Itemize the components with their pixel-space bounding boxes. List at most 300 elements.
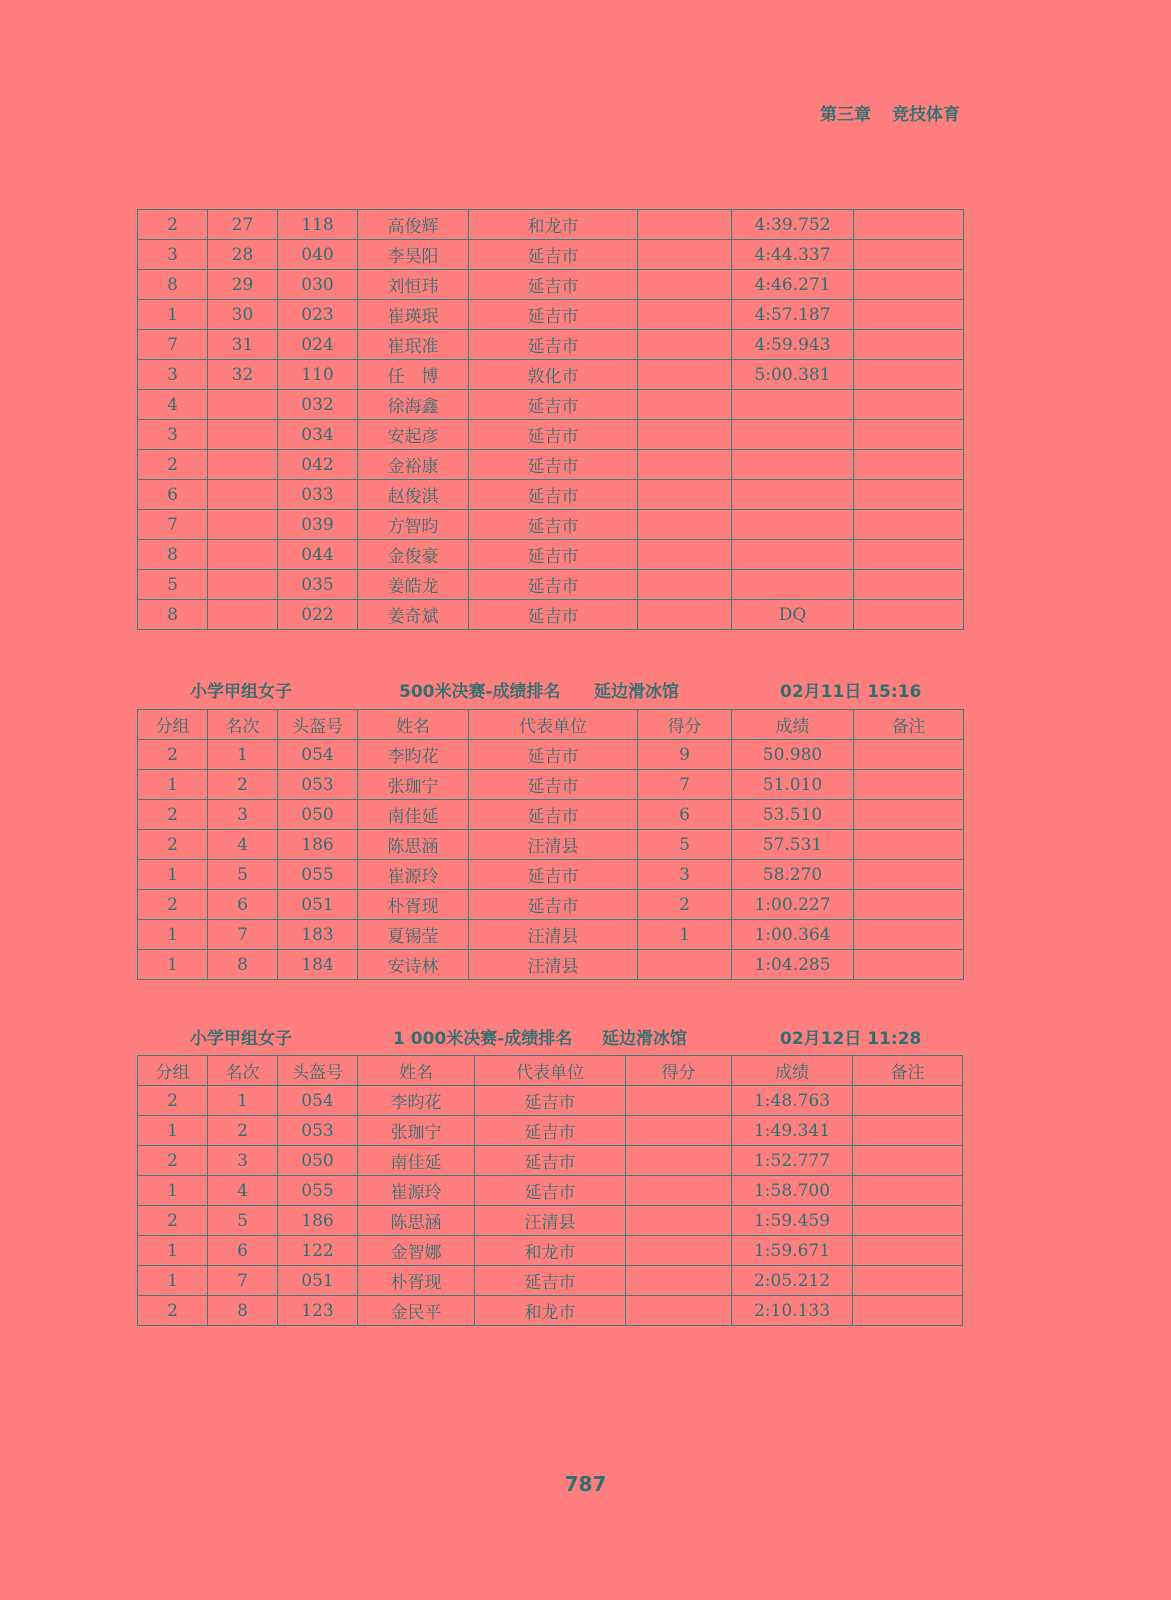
cell-name: 南佳延 [358,1146,475,1176]
cell-group: 1 [138,950,208,980]
cell-remarks [854,740,964,770]
table-row [138,330,964,360]
cell-rank: 7 [208,1266,278,1296]
cell-unit: 延吉市 [469,390,638,420]
cell-score [638,950,732,980]
cell-name: 朴胥现 [358,890,469,920]
cell-time: 1:00.227 [732,890,854,920]
table-row [138,800,964,830]
cell-name: 安诗林 [358,950,469,980]
cell-helmet-number: 118 [278,210,358,240]
table-row [138,770,964,800]
cell-score [626,1206,732,1236]
cell-score [638,480,732,510]
cell-helmet-number: 050 [278,1146,358,1176]
cell-unit: 延吉市 [469,740,638,770]
cell-score: 5 [638,830,732,860]
table-row [138,860,964,890]
cell-score [638,510,732,540]
cell-name: 刘恒玮 [358,270,469,300]
header-row [138,710,964,740]
cell-score: 1 [638,920,732,950]
col-header: 代表单位 [475,1056,626,1086]
cell-score [638,330,732,360]
cell-rank [208,480,278,510]
cell-rank: 1 [208,740,278,770]
cell-rank: 3 [208,800,278,830]
cell-unit: 延吉市 [469,770,638,800]
table-row [138,210,964,240]
cell-score [638,240,732,270]
cell-rank [208,600,278,630]
cell-group: 6 [138,480,208,510]
cell-rank: 8 [208,950,278,980]
cell-time [732,480,854,510]
table-row [138,1086,963,1116]
cell-name: 崔源玲 [358,1176,475,1206]
cell-name: 朴胥现 [358,1266,475,1296]
cell-time: 4:46.271 [732,270,854,300]
cell-group: 2 [138,890,208,920]
table-row [138,540,964,570]
cell-time [732,450,854,480]
cell-unit: 汪清县 [475,1206,626,1236]
table-row [138,1176,963,1206]
cell-remarks [854,600,964,630]
cell-helmet-number: 184 [278,950,358,980]
cell-unit: 和龙市 [475,1296,626,1326]
cell-rank: 31 [208,330,278,360]
cell-unit: 延吉市 [469,240,638,270]
cell-rank [208,420,278,450]
table-row [138,300,964,330]
cell-rank [208,570,278,600]
cell-helmet-number: 055 [278,1176,358,1206]
cell-helmet-number: 023 [278,300,358,330]
cell-rank: 6 [208,1236,278,1266]
cell-remarks [854,770,964,800]
cell-remarks [854,330,964,360]
cell-rank: 4 [208,830,278,860]
cell-score [626,1116,732,1146]
cell-time: 1:00.364 [732,920,854,950]
cell-score [638,390,732,420]
cell-group: 1 [138,1236,208,1266]
col-header: 分组 [138,710,208,740]
cell-helmet-number: 123 [278,1296,358,1326]
col-header: 得分 [638,710,732,740]
cell-helmet-number: 110 [278,360,358,390]
cell-time: 53.510 [732,800,854,830]
cell-remarks [854,540,964,570]
cell-remarks [854,240,964,270]
cell-unit: 汪清县 [469,830,638,860]
cell-remarks [854,420,964,450]
caption-group: 小学甲组女子 [190,682,292,702]
cell-remarks [854,450,964,480]
cell-remarks [854,300,964,330]
cell-time [732,420,854,450]
caption-datetime: 02月12日 11:28 [780,1029,922,1049]
cell-helmet-number: 055 [278,860,358,890]
cell-group: 1 [138,920,208,950]
cell-name: 任 博 [358,360,469,390]
cell-helmet-number: 053 [278,1116,358,1146]
cell-unit: 延吉市 [475,1146,626,1176]
cell-group: 8 [138,540,208,570]
cell-time: 1:04.285 [732,950,854,980]
cell-name: 崔瑛珉 [358,300,469,330]
cell-score [626,1086,732,1116]
cell-group: 1 [138,770,208,800]
cell-helmet-number: 033 [278,480,358,510]
cell-name: 安起彦 [358,420,469,450]
cell-rank [208,450,278,480]
table-row [138,270,964,300]
cell-name: 姜奇斌 [358,600,469,630]
cell-time: 51.010 [732,770,854,800]
cell-unit: 和龙市 [469,210,638,240]
cell-group: 7 [138,330,208,360]
cell-group: 2 [138,740,208,770]
table-row [138,450,964,480]
cell-name: 金俊豪 [358,540,469,570]
cell-group: 3 [138,240,208,270]
col-header: 成绩 [732,710,854,740]
cell-group: 3 [138,420,208,450]
cell-group: 8 [138,600,208,630]
cell-time [732,390,854,420]
cell-rank [208,540,278,570]
cell-rank: 2 [208,770,278,800]
cell-time: 2:10.133 [732,1296,853,1326]
cell-unit: 汪清县 [469,950,638,980]
cell-helmet-number: 035 [278,570,358,600]
table-500m-caption [137,677,963,701]
cell-name: 李昀花 [358,1086,475,1116]
cell-remarks [853,1116,963,1146]
cell-helmet-number: 022 [278,600,358,630]
cell-score [638,300,732,330]
cell-score [626,1176,732,1206]
cell-group: 2 [138,1206,208,1236]
cell-unit: 延吉市 [469,890,638,920]
table-row [138,1296,963,1326]
cell-helmet-number: 034 [278,420,358,450]
cell-name: 南佳延 [358,800,469,830]
cell-helmet-number: 051 [278,1266,358,1296]
caption-venue: 延边滑冰馆 [602,1029,687,1049]
cell-name: 崔源玲 [358,860,469,890]
cell-time: 1:58.700 [732,1176,853,1206]
table-row [138,950,964,980]
table-row [138,1236,963,1266]
cell-helmet-number: 050 [278,800,358,830]
cell-unit: 延吉市 [469,300,638,330]
table-row [138,740,964,770]
table-row [138,240,964,270]
caption-group: 小学甲组女子 [190,1029,292,1049]
cell-remarks [854,570,964,600]
cell-unit: 延吉市 [469,330,638,360]
cell-score: 9 [638,740,732,770]
cell-unit: 延吉市 [475,1176,626,1206]
col-header: 姓名 [358,710,469,740]
cell-unit: 延吉市 [475,1116,626,1146]
cell-name: 崔珉准 [358,330,469,360]
cell-time: 4:57.187 [732,300,854,330]
cell-rank: 8 [208,1296,278,1326]
cell-unit: 汪清县 [469,920,638,950]
cell-unit: 延吉市 [469,480,638,510]
cell-unit: 延吉市 [469,860,638,890]
cell-remarks [853,1206,963,1236]
cell-group: 8 [138,270,208,300]
cell-score [638,210,732,240]
running-header [820,100,960,125]
cell-score [626,1146,732,1176]
cell-score: 7 [638,770,732,800]
cell-rank: 6 [208,890,278,920]
results-table-500m [137,709,964,980]
cell-remarks [854,360,964,390]
cell-group: 1 [138,1266,208,1296]
table-row [138,480,964,510]
cell-rank: 2 [208,1116,278,1146]
cell-unit: 延吉市 [469,270,638,300]
cell-unit: 延吉市 [469,420,638,450]
cell-time: 50.980 [732,740,854,770]
cell-unit: 延吉市 [469,570,638,600]
table-row [138,1116,963,1146]
cell-rank: 1 [208,1086,278,1116]
cell-group: 3 [138,360,208,390]
cell-score [638,540,732,570]
cell-group: 2 [138,1296,208,1326]
cell-remarks [853,1296,963,1326]
table-row [138,830,964,860]
chapter-label: 第三章 [820,105,871,125]
cell-score [638,450,732,480]
cell-score: 3 [638,860,732,890]
cell-rank: 5 [208,860,278,890]
cell-score [626,1266,732,1296]
cell-time [732,510,854,540]
cell-remarks [853,1266,963,1296]
col-header: 备注 [853,1056,963,1086]
col-header: 得分 [626,1056,732,1086]
cell-group: 2 [138,1086,208,1116]
cell-group: 1 [138,1116,208,1146]
cell-name: 姜皓龙 [358,570,469,600]
cell-score [638,600,732,630]
section-label: 竞技体育 [892,105,960,125]
cell-rank: 5 [208,1206,278,1236]
col-header: 头盔号 [278,1056,358,1086]
cell-score: 2 [638,890,732,920]
cell-name: 张珈宁 [358,1116,475,1146]
cell-time: 57.531 [732,830,854,860]
table-row [138,920,964,950]
cell-score [638,270,732,300]
cell-name: 陈思涵 [358,1206,475,1236]
cell-unit: 延吉市 [469,800,638,830]
cell-name: 陈思涵 [358,830,469,860]
cell-rank: 30 [208,300,278,330]
cell-remarks [853,1236,963,1266]
cell-group: 1 [138,300,208,330]
cell-group: 1 [138,860,208,890]
cell-unit: 敦化市 [469,360,638,390]
cell-name: 方智昀 [358,510,469,540]
col-header: 分组 [138,1056,208,1086]
cell-rank: 32 [208,360,278,390]
cell-helmet-number: 186 [278,1206,358,1236]
cell-helmet-number: 039 [278,510,358,540]
cell-name: 金裕康 [358,450,469,480]
cell-rank: 29 [208,270,278,300]
cell-score: 6 [638,800,732,830]
cell-unit: 延吉市 [469,450,638,480]
cell-time: 4:44.337 [732,240,854,270]
cell-remarks [853,1176,963,1206]
cell-time: 1:59.459 [732,1206,853,1236]
cell-remarks [854,390,964,420]
cell-helmet-number: 051 [278,890,358,920]
table-row [138,360,964,390]
cell-remarks [854,270,964,300]
cell-helmet-number: 054 [278,1086,358,1116]
cell-name: 夏锡莹 [358,920,469,950]
cell-remarks [854,210,964,240]
cell-name: 金智娜 [358,1236,475,1266]
cell-helmet-number: 053 [278,770,358,800]
cell-helmet-number: 032 [278,390,358,420]
results-table-continued [137,209,964,630]
cell-helmet-number: 183 [278,920,358,950]
results-table-1000m [137,1055,963,1326]
cell-time: 1:48.763 [732,1086,853,1116]
table-row [138,390,964,420]
cell-name: 李昀花 [358,740,469,770]
cell-remarks [854,860,964,890]
table-row [138,600,964,630]
cell-time: 5:00.381 [732,360,854,390]
cell-time: 4:59.943 [732,330,854,360]
cell-time: 58.270 [732,860,854,890]
cell-score [626,1236,732,1266]
cell-rank [208,510,278,540]
table-row [138,890,964,920]
cell-score [638,360,732,390]
cell-helmet-number: 042 [278,450,358,480]
cell-helmet-number: 024 [278,330,358,360]
cell-time: 1:49.341 [732,1116,853,1146]
col-header: 姓名 [358,1056,475,1086]
table-row [138,1266,963,1296]
caption-event: 500米决赛-成绩排名 [399,682,561,702]
cell-helmet-number: 186 [278,830,358,860]
cell-group: 2 [138,830,208,860]
cell-name: 赵俊淇 [358,480,469,510]
cell-name: 金民平 [358,1296,475,1326]
cell-score [626,1296,732,1326]
header-row [138,1056,963,1086]
cell-unit: 延吉市 [469,510,638,540]
table-row [138,510,964,540]
cell-rank: 27 [208,210,278,240]
cell-remarks [854,480,964,510]
page-number: 787 [564,1472,607,1496]
cell-time: 4:39.752 [732,210,854,240]
table-row [138,1206,963,1236]
table-row [138,570,964,600]
cell-helmet-number: 044 [278,540,358,570]
cell-name: 张珈宁 [358,770,469,800]
cell-remarks [854,920,964,950]
col-header: 代表单位 [469,710,638,740]
cell-helmet-number: 030 [278,270,358,300]
cell-remarks [853,1146,963,1176]
cell-group: 2 [138,210,208,240]
cell-helmet-number: 040 [278,240,358,270]
cell-score [638,420,732,450]
cell-time [732,540,854,570]
cell-remarks [854,950,964,980]
caption-datetime: 02月11日 15:16 [780,682,922,702]
cell-score [638,570,732,600]
cell-rank: 4 [208,1176,278,1206]
cell-helmet-number: 122 [278,1236,358,1266]
cell-remarks [853,1086,963,1116]
cell-group: 4 [138,390,208,420]
cell-time: DQ [732,600,854,630]
cell-name: 徐海鑫 [358,390,469,420]
cell-group: 2 [138,450,208,480]
cell-unit: 延吉市 [475,1086,626,1116]
cell-remarks [854,800,964,830]
cell-name: 高俊辉 [358,210,469,240]
cell-group: 5 [138,570,208,600]
cell-time: 1:59.671 [732,1236,853,1266]
cell-helmet-number: 054 [278,740,358,770]
cell-name: 李昊阳 [358,240,469,270]
cell-rank [208,390,278,420]
cell-time: 2:05.212 [732,1266,853,1296]
col-header: 名次 [208,1056,278,1086]
table-1000m-caption [137,1024,963,1048]
cell-rank: 3 [208,1146,278,1176]
cell-unit: 和龙市 [475,1236,626,1266]
col-header: 名次 [208,710,278,740]
caption-event: 1 000米决赛-成绩排名 [393,1029,573,1049]
table-row [138,420,964,450]
cell-unit: 延吉市 [469,540,638,570]
cell-group: 1 [138,1176,208,1206]
col-header: 备注 [854,710,964,740]
cell-time [732,570,854,600]
col-header: 头盔号 [278,710,358,740]
cell-remarks [854,830,964,860]
cell-remarks [854,890,964,920]
cell-group: 2 [138,1146,208,1176]
cell-rank: 28 [208,240,278,270]
cell-group: 7 [138,510,208,540]
cell-unit: 延吉市 [475,1266,626,1296]
cell-rank: 7 [208,920,278,950]
cell-remarks [854,510,964,540]
cell-unit: 延吉市 [469,600,638,630]
